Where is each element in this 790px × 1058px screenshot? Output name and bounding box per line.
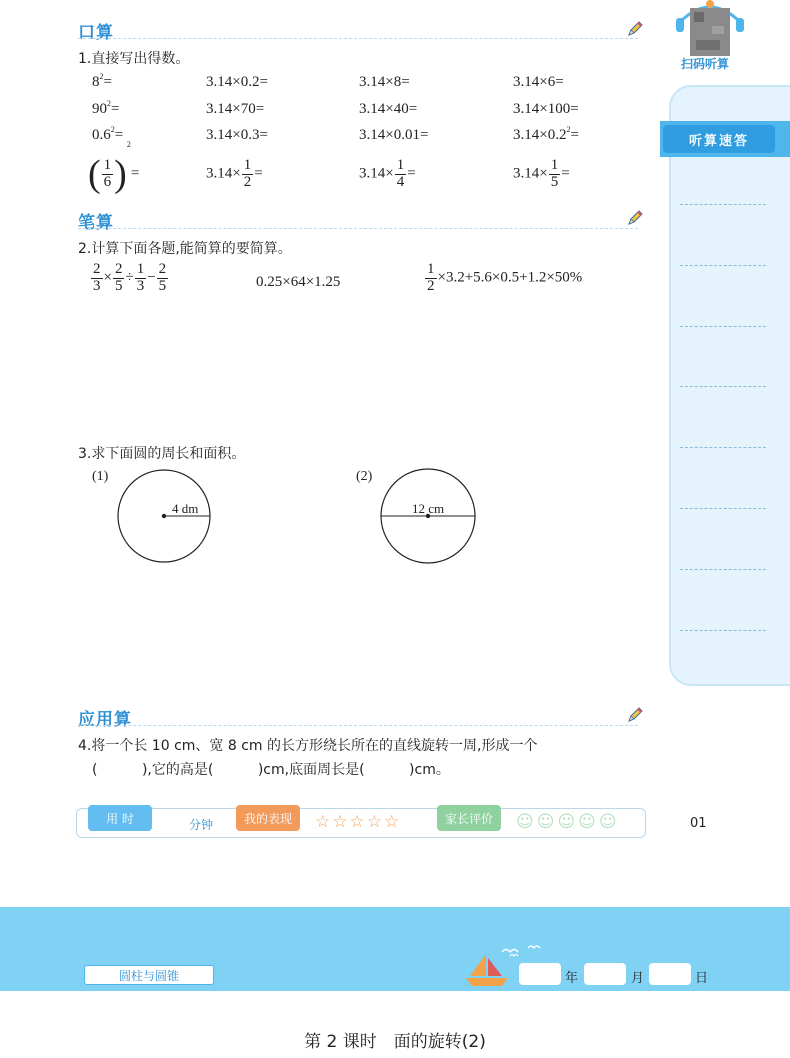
fraction: $\frac{1}{4}$	[396, 157, 405, 190]
circle-1-radius-label: 4 dm	[172, 501, 199, 516]
fraction: $\frac{2}{3}$	[93, 261, 101, 294]
section-title-written: 笔算	[78, 213, 114, 233]
fraction: $\frac{1}{6}$	[103, 156, 112, 190]
answer-line[interactable]	[680, 630, 766, 631]
question-4-line-2: ( ),它的高是( )cm,底面周长是( )cm。	[92, 762, 450, 778]
section-divider	[78, 725, 638, 726]
question-1-title: 1.直接写出得数。	[78, 51, 190, 67]
headphones-icon	[676, 0, 744, 58]
day-input[interactable]	[649, 963, 691, 985]
q1-expr-r3c2: 3.14×0.3=	[206, 127, 268, 143]
parent-review-tag: 家长评价	[437, 805, 501, 831]
fraction: $\frac{1}{2}$	[243, 157, 252, 190]
year-label: 年	[565, 971, 579, 986]
paren-right: )	[114, 153, 127, 195]
lesson-title: 第 2 课时 面的旋转(2)	[304, 1032, 486, 1052]
fraction: $\frac{1}{3}$	[136, 261, 145, 294]
fraction: $\frac{2}{5}$	[114, 261, 123, 294]
q1-expr-r2c1: $90^2=$	[92, 99, 120, 117]
q1-expr-r3c4: $3.14\times 0.2^2=$	[513, 125, 579, 143]
pencil-icon	[626, 209, 644, 227]
listen-answer-tab: 听算速答	[663, 125, 775, 153]
fraction: $\frac{1}{5}$	[550, 157, 559, 190]
answer-line[interactable]	[680, 447, 766, 448]
month-label: 月	[631, 971, 645, 986]
answer-line[interactable]	[680, 265, 766, 266]
answer-line[interactable]	[680, 508, 766, 509]
q1-expr-r4c3: 3.14× $\frac{1}{4}$ =	[359, 157, 416, 190]
question-4-line-1: 4.将一个长 10 cm、宽 8 cm 的长方形绕长所在的直线旋转一周,形成一个	[78, 738, 538, 754]
answer-line[interactable]	[680, 204, 766, 205]
section-title-oral: 口算	[78, 23, 114, 43]
fraction: $\frac{2}{5}$	[158, 261, 167, 294]
q1-expr-r1c4: 3.14×6=	[513, 74, 564, 90]
circle-1-diagram	[112, 466, 222, 568]
circle-2-diagram	[376, 466, 482, 568]
q1-expr-r3c3: 3.14×0.01=	[359, 127, 429, 143]
q2-expr-3: $\frac{1}{2}$ ×3.2+5.6×0.5+1.2×50%	[427, 261, 583, 294]
pencil-icon	[626, 20, 644, 38]
section-title-applied: 应用算	[78, 710, 132, 730]
month-input[interactable]	[584, 963, 626, 985]
question-2-title: 2.计算下面各题,能简算的要简算。	[78, 241, 292, 257]
q1-expr-r1c3: 3.14×8=	[359, 74, 410, 90]
day-label: 日	[695, 971, 709, 986]
circle-2-diameter-label: 12 cm	[412, 501, 445, 516]
star-rating[interactable]: ☆☆☆☆☆	[315, 812, 402, 832]
answer-line[interactable]	[680, 569, 766, 570]
q2-expr-2: 0.25×64×1.25	[256, 274, 341, 290]
q1-expr-r2c3: 3.14×40=	[359, 101, 418, 117]
circle-1-label: (1)	[92, 469, 109, 484]
paren-left: (	[88, 153, 101, 195]
smiley-rating[interactable]: ☺☺☺☺☺	[516, 812, 620, 832]
q1-expr-r2c2: 3.14×70=	[206, 101, 265, 117]
seagull-icon	[500, 942, 550, 962]
page-number: 01	[690, 816, 707, 831]
time-tag: 用 时	[88, 805, 152, 831]
answer-line[interactable]	[680, 386, 766, 387]
q1-expr-r4c4: 3.14× $\frac{1}{5}$ =	[513, 157, 570, 190]
year-input[interactable]	[519, 963, 561, 985]
section-divider	[78, 38, 638, 39]
answer-line[interactable]	[680, 326, 766, 327]
q1-expr-r4c2: 3.14× $\frac{1}{2}$ =	[206, 157, 263, 190]
minutes-label: 分钟	[189, 818, 214, 832]
q1-expr-r1c2: 3.14×0.2=	[206, 74, 268, 90]
q1-expr-r4c1: ( $\frac{1}{6}$ )$^2$=	[88, 140, 140, 195]
question-3-title: 3.求下面圆的周长和面积。	[78, 446, 246, 462]
q1-expr-r1c1: $8^2=$	[92, 72, 112, 90]
section-divider	[78, 228, 638, 229]
q1-expr-r2c4: 3.14×100=	[513, 101, 579, 117]
q1-expr-r3c1: $0.6^2=$	[92, 125, 124, 143]
scan-label[interactable]: 扫码听算	[681, 57, 730, 71]
performance-tag: 我的表现	[236, 805, 300, 831]
fraction: $\frac{1}{2}$	[427, 261, 435, 294]
unit-tag: 圆柱与圆锥	[84, 965, 214, 985]
circle-2-label: (2)	[356, 469, 373, 484]
q2-expr-1: $\frac{2}{3}$ × $\frac{2}{5}$ ÷ $\frac{1}{3}$ − $\frac{2}{5}$	[93, 261, 167, 294]
pencil-icon	[626, 706, 644, 724]
